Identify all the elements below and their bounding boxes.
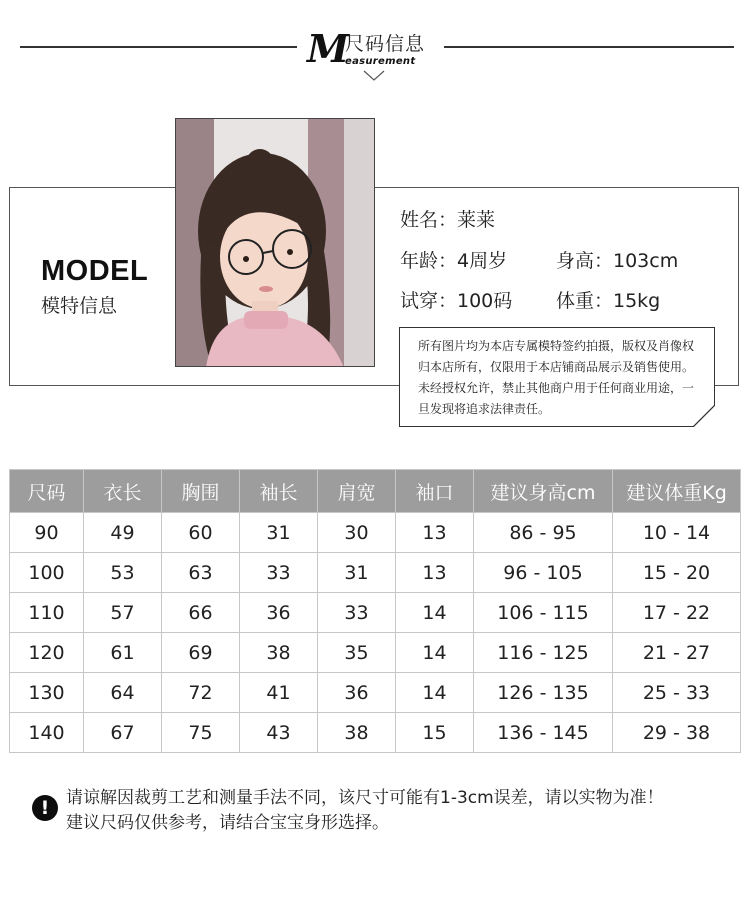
cell-sleeve: 33 [240,553,318,593]
cell-sleeve: 36 [240,593,318,633]
cell-length: 53 [84,553,162,593]
header-height: 建议身高cm [474,470,613,513]
cell-weight: 17 - 22 [613,593,741,633]
cell-weight: 10 - 14 [613,513,741,553]
cell-chest: 69 [162,633,240,673]
model-subtitle: 模特信息 [41,295,118,317]
table-row [10,593,741,633]
cell-sleeve: 31 [240,513,318,553]
cell-chest: 60 [162,513,240,553]
cell-length: 64 [84,673,162,713]
header-line-left [20,46,297,48]
size-table [9,469,741,753]
exclamation-icon: ! [32,795,58,821]
cell-weight: 21 - 27 [613,633,741,673]
header-title: 尺码信息 [345,33,426,55]
copyright-notice [399,327,715,427]
cell-cuff: 13 [396,553,474,593]
footer-note-line1: 请谅解因裁剪工艺和测量手法不同，该尺寸可能有1-3cm误差，请以实物为准！ [66,788,664,808]
cell-length: 57 [84,593,162,633]
header-sleeve: 袖长 [240,470,318,513]
header-chest: 胸围 [162,470,240,513]
cell-cuff: 14 [396,633,474,673]
cell-shoulder: 35 [318,633,396,673]
cell-cuff: 15 [396,713,474,753]
cell-length: 61 [84,633,162,673]
table-row [10,513,741,553]
cell-cuff: 14 [396,593,474,633]
cell-shoulder: 31 [318,553,396,593]
cell-weight: 29 - 38 [613,713,741,753]
copyright-notice-text: 所有图片均为本店专属模特签约拍摄，版权及肖像权归本店所有，仅限用于本店铺商品展示及销售使用。未经授权允许，禁止其他商户用于任何商业用途，一旦发现将追求法律责任。 [418,339,695,416]
cell-height: 86 - 95 [474,513,613,553]
model-height: 身高：103cm [556,250,679,272]
cell-size: 140 [10,713,84,753]
cell-sleeve: 41 [240,673,318,713]
table-row [10,713,741,753]
cell-cuff: 14 [396,673,474,713]
cell-chest: 63 [162,553,240,593]
cell-sleeve: 43 [240,713,318,753]
footer-note-line2: 建议尺码仅供参考，请结合宝宝身形选择。 [66,813,389,833]
header-length: 衣长 [84,470,162,513]
cell-chest: 72 [162,673,240,713]
model-title: MODEL [41,255,149,287]
corner-fold-icon [693,405,715,427]
cell-height: 96 - 105 [474,553,613,593]
cell-length: 49 [84,513,162,553]
cell-chest: 75 [162,713,240,753]
chevron-down-icon [363,70,385,82]
cell-chest: 66 [162,593,240,633]
cell-shoulder: 36 [318,673,396,713]
header-subtitle: easurement [345,56,416,67]
cell-height: 106 - 115 [474,593,613,633]
table-row [10,633,741,673]
header-weight: 建议体重Kg [613,470,741,513]
model-weight: 体重：15kg [556,290,661,312]
model-name: 姓名：莱莱 [400,209,496,231]
cell-sleeve: 38 [240,633,318,673]
cell-height: 126 - 135 [474,673,613,713]
cell-size: 130 [10,673,84,713]
model-try-size: 试穿：100码 [400,290,513,312]
cell-size: 120 [10,633,84,673]
cell-length: 67 [84,713,162,753]
cell-height: 136 - 145 [474,713,613,753]
child-model-photo-illustration [176,119,375,367]
model-photo [175,118,375,367]
cell-shoulder: 30 [318,513,396,553]
header-shoulder: 肩宽 [318,470,396,513]
cell-size: 100 [10,553,84,593]
model-age: 年龄：4周岁 [400,250,508,272]
header-cuff: 袖口 [396,470,474,513]
cell-size: 110 [10,593,84,633]
cell-size: 90 [10,513,84,553]
table-row [10,553,741,593]
cell-cuff: 13 [396,513,474,553]
cell-shoulder: 38 [318,713,396,753]
cell-shoulder: 33 [318,593,396,633]
cell-weight: 25 - 33 [613,673,741,713]
header-size: 尺码 [10,470,84,513]
cell-weight: 15 - 20 [613,553,741,593]
header-line-right [444,46,734,48]
header-big-letter: M [307,26,350,71]
table-header-row [10,470,741,513]
table-row [10,673,741,713]
cell-height: 116 - 125 [474,633,613,673]
